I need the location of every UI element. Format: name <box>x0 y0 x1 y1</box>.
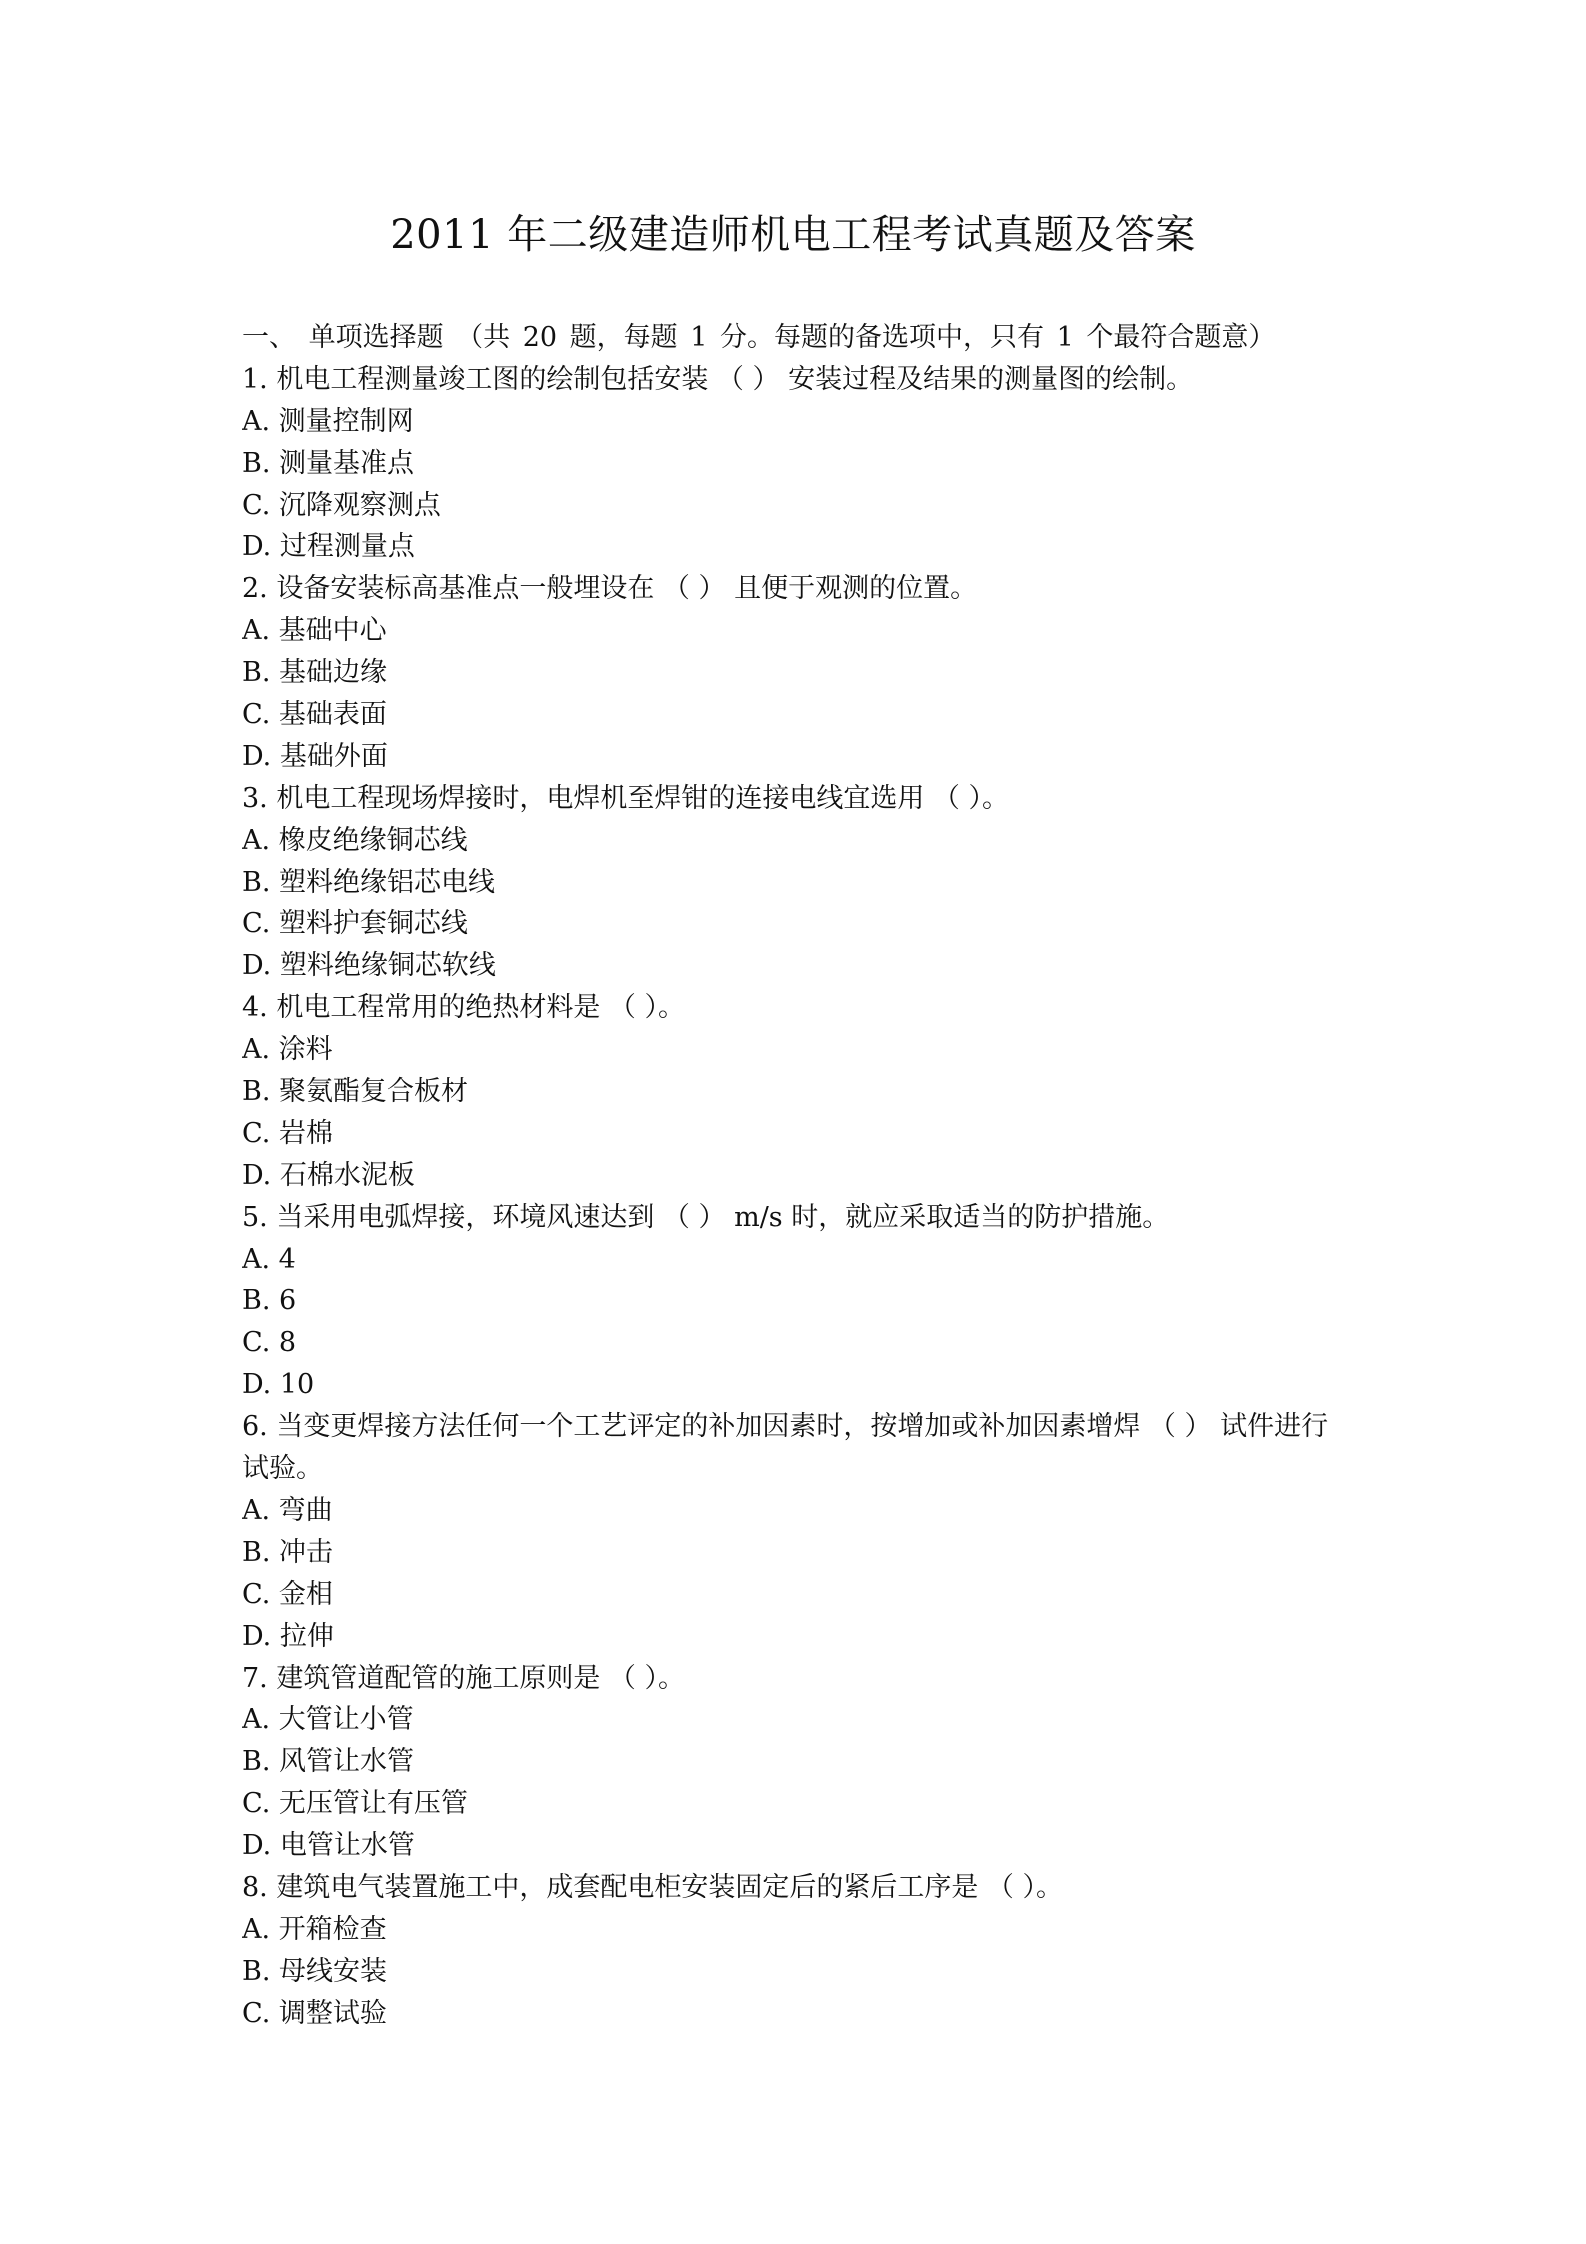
question-7-option-c: C. 无压管让有压管 <box>242 1788 468 1820</box>
question-2-option-b: B. 基础边缘 <box>242 657 388 689</box>
question-3-option-c: C. 塑料护套铜芯线 <box>242 908 468 940</box>
question-4: 4. 机电工程常用的绝热材料是 （ ）。 <box>242 992 686 1024</box>
question-3-option-a: A. 橡皮绝缘铜芯线 <box>242 824 468 856</box>
question-8: 8. 建筑电气装置施工中，成套配电柜安装固定后的紧后工序是 （ ）。 <box>242 1871 1064 1903</box>
question-7-option-d: D. 电管让水管 <box>242 1830 415 1862</box>
question-7: 7. 建筑管道配管的施工原则是 （ ）。 <box>242 1662 686 1694</box>
question-1-option-d: D. 过程测量点 <box>242 531 415 563</box>
question-5-option-a: A. 4 <box>242 1243 296 1275</box>
question-5-option-c: C. 8 <box>242 1327 297 1359</box>
question-6: 6. 当变更焊接方法任何一个工艺评定的补加因素时，按增加或补加因素增焊 （ ） 试件进行 <box>242 1411 1329 1443</box>
question-6-option-b: B. 冲击 <box>242 1536 334 1568</box>
question-4-option-a: A. 涂料 <box>242 1034 333 1066</box>
question-2-option-a: A. 基础中心 <box>242 615 387 647</box>
question-8-option-c: C. 调整试验 <box>242 1997 387 2029</box>
question-1-option-c: C. 沉降观察测点 <box>242 489 441 521</box>
question-5: 5. 当采用电弧焊接，环境风速达到 （ ） m/s 时，就应采取适当的防护措施。 <box>242 1201 1170 1233</box>
question-7-option-a: A. 大管让小管 <box>242 1704 414 1736</box>
question-3-option-b: B. 塑料绝缘铝芯电线 <box>242 866 496 898</box>
question-5-option-d: D. 10 <box>242 1369 315 1401</box>
question-1-option-b: B. 测量基准点 <box>242 447 415 479</box>
question-4-option-c: C. 岩棉 <box>242 1117 333 1149</box>
question-3-option-d: D. 塑料绝缘铜芯软线 <box>242 950 496 982</box>
question-6-option-d: D. 拉伸 <box>242 1620 334 1652</box>
question-5-option-b: B. 6 <box>242 1285 297 1317</box>
question-2: 2. 设备安装标高基准点一般埋设在 （ ） 且便于观测的位置。 <box>242 573 978 605</box>
question-2-option-d: D. 基础外面 <box>242 740 388 772</box>
question-8-option-a: A. 开箱检查 <box>242 1913 387 1945</box>
document-body <box>242 317 1362 2035</box>
question-1-option-a: A. 测量控制网 <box>242 405 414 437</box>
question-7-option-b: B. 风管让水管 <box>242 1746 415 1778</box>
question-4-option-b: B. 聚氨酯复合板材 <box>242 1076 469 1108</box>
question-8-option-b: B. 母线安装 <box>242 1955 388 1987</box>
section-heading: 一、 单项选择题 （共 20 题，每题 1 分。每题的备选项中，只有 1 个最符合题意） <box>242 322 1276 353</box>
question-6-option-a: A. 弯曲 <box>242 1494 333 1526</box>
question-2-option-c: C. 基础表面 <box>242 699 387 731</box>
document-title: 2011 年二级建造师机电工程考试真题及答案 <box>390 212 1196 258</box>
question-6-continuation: 试验。 <box>242 1453 323 1485</box>
question-1: 1. 机电工程测量竣工图的绘制包括安装 （ ） 安装过程及结果的测量图的绘制。 <box>242 363 1194 395</box>
question-3: 3. 机电工程现场焊接时，电焊机至焊钳的连接电线宜选用 （ ）。 <box>242 782 1010 814</box>
question-4-option-d: D. 石棉水泥板 <box>242 1159 415 1191</box>
question-6-option-c: C. 金相 <box>242 1578 333 1610</box>
